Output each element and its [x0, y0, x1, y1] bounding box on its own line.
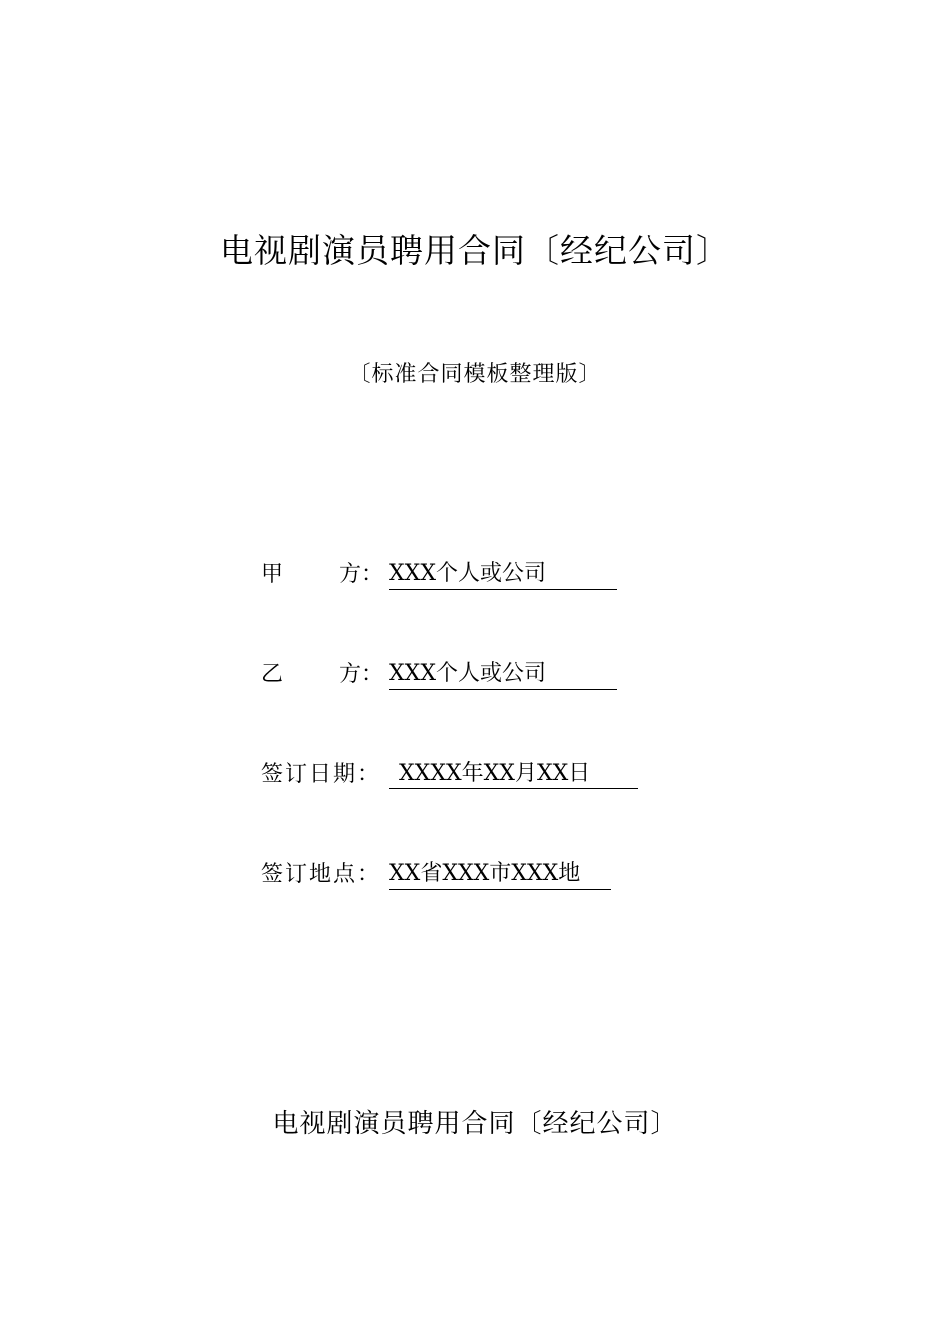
party-a-label-first: 甲	[261, 562, 284, 587]
party-b-row	[261, 658, 617, 692]
footer-title: 电视剧演员聘用合同〔经纪公司〕	[272, 1109, 678, 1139]
party-a-row	[261, 558, 617, 592]
party-a-label	[261, 558, 389, 592]
sign-date-value: XXXX年XX月XX日	[389, 759, 638, 789]
sign-place-label: 签订地点：	[261, 862, 382, 887]
party-a-value: XXX个人或公司	[389, 559, 617, 590]
document-subtitle: 〔标准合同模板整理版〕	[348, 362, 602, 387]
party-b-label-first: 乙	[261, 662, 284, 687]
sign-date-label: 签订日期：	[261, 762, 382, 787]
document-title: 电视剧演员聘用合同〔经纪公司〕	[220, 231, 730, 270]
sign-place-value: XX省XXX市XXX地	[389, 859, 611, 890]
sign-date-row	[261, 758, 638, 792]
sign-place-row	[261, 858, 611, 892]
party-b-label-second: 方：	[339, 662, 384, 687]
party-a-label-second: 方：	[339, 562, 384, 587]
party-b-value: XXX个人或公司	[389, 659, 617, 690]
party-b-label	[261, 658, 389, 692]
